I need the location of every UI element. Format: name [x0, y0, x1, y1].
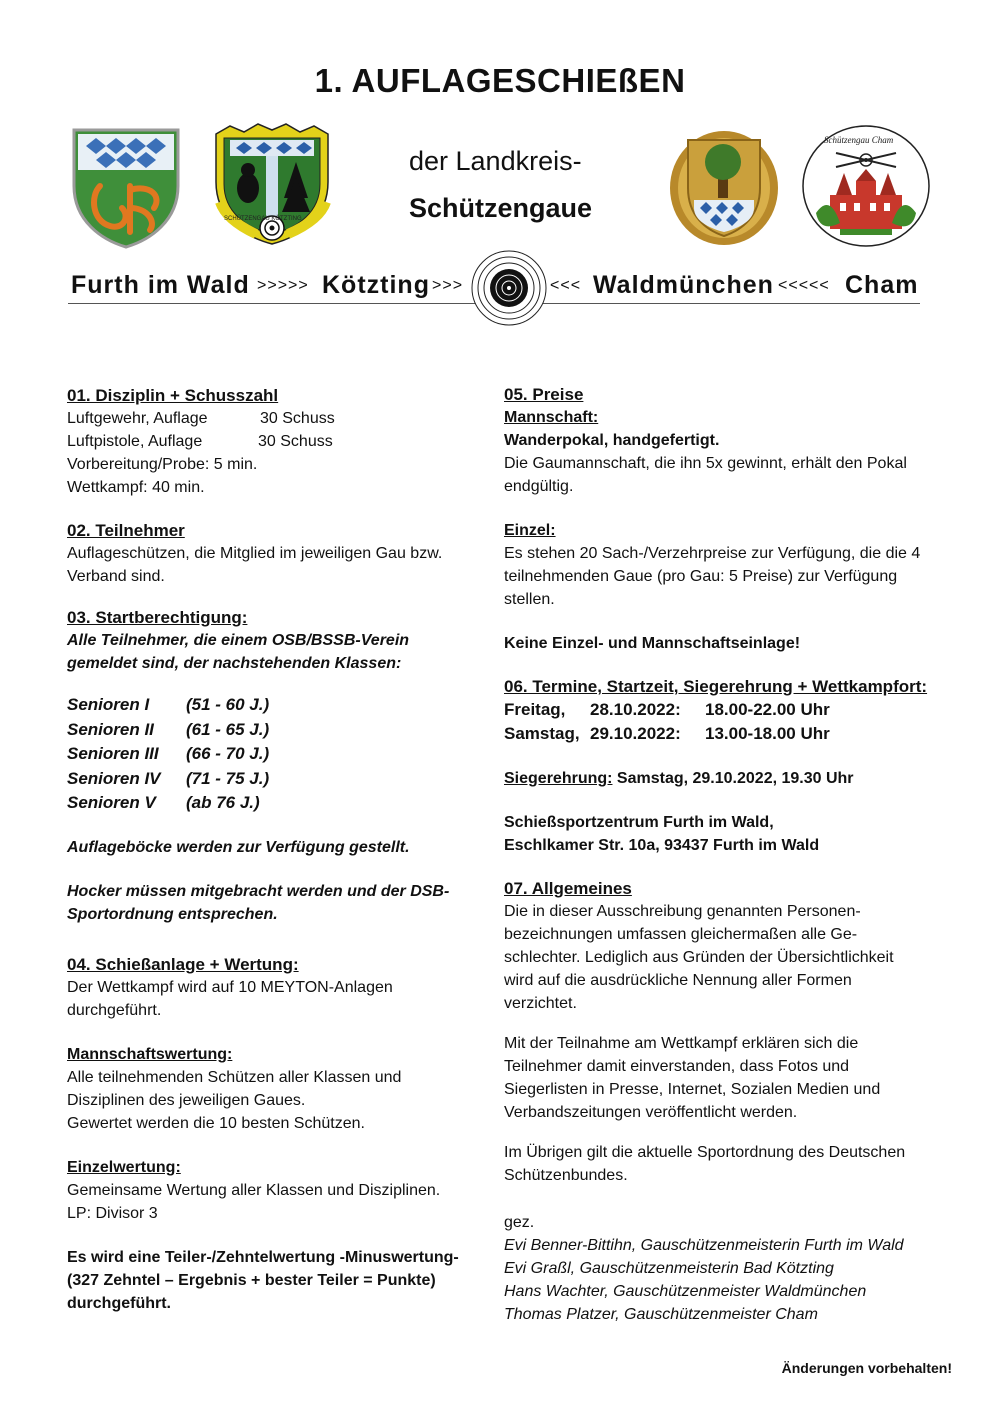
general-p1-line: schlechter. Lediglich aus Gründen der Übersichtlichkeit: [504, 949, 894, 966]
subtitle-line2: Schützengaue: [409, 193, 593, 223]
s04-line1: Der Wettkampf wird auf 10 MEYTON-Anlagen: [67, 978, 393, 996]
signature-line: Hans Wachter, Gauschützenmeister Waldmünchen: [504, 1283, 867, 1300]
s03-line2: gemeldet sind, der nachstehenden Klassen:: [67, 655, 402, 672]
gez-label: gez.: [504, 1214, 535, 1231]
lg-value: 30 Schuss: [260, 410, 335, 427]
prize-single-heading: Einzel:: [504, 522, 556, 539]
route-arrows-4: <<<<<: [778, 277, 830, 294]
s03-line1: Alle Teilnehmer, die einem OSB/BSSB-Verein: [67, 632, 410, 649]
route-arrows-3: <<<: [550, 277, 582, 294]
subtitle-line1: der Landkreis-: [409, 146, 582, 176]
target-icon: [470, 249, 548, 327]
prize-note: Keine Einzel- und Mannschaftseinlage!: [504, 635, 801, 652]
class-row: Senioren III (66 - 70 J.): [67, 744, 270, 763]
signature-line: Evi Benner-Bittihn, Gauschützenmeisterin Furth im Wald: [504, 1237, 904, 1254]
general-p2-line: Verbandszeitungen veröffentlicht werden.: [504, 1104, 798, 1121]
general-p2-line: Teilnehmer damit einverstanden, dass Fotos und: [504, 1058, 850, 1075]
waldmuenchen-crest-logo: [666, 128, 782, 248]
date-row: Samstag, 29.10.2022: 13.00-18.00 Uhr: [504, 724, 830, 743]
left-column: [67, 385, 477, 1315]
single-scoring-line2: LP: Divisor 3: [67, 1204, 158, 1222]
venue-line1: Schießsportzentrum Furth im Wald,: [504, 814, 774, 831]
general-p1-line: bezeichnungen umfassen gleichermaßen alle Ge-: [504, 926, 858, 943]
koetzting-band-text: SCHÜTZENGAU KÖTZTING: [224, 216, 302, 222]
lp-value: 30 Schuss: [258, 433, 333, 450]
scoring-bold-line3: durchgeführt.: [67, 1294, 171, 1312]
prize-team-heading: Mannschaft:: [504, 409, 599, 426]
single-scoring-line1: Gemeinsame Wertung aller Klassen und Disziplinen.: [67, 1181, 441, 1199]
route-waldmuenchen: Waldmünchen: [593, 271, 774, 299]
cham-ring-text: Schützengau Cham: [824, 135, 894, 145]
section-05-heading: 05. Preise: [504, 385, 584, 404]
prep-time: Vorbereitung/Probe: 5 min.: [67, 456, 258, 473]
page-title: 1. AUFLAGESCHIEßEN: [314, 62, 686, 99]
venue-line2: Eschlkamer Str. 10a, 93437 Furth im Wald: [504, 837, 820, 854]
section-07-heading: 07. Allgemeines: [504, 879, 632, 898]
single-scoring-heading: Einzelwertung:: [67, 1158, 181, 1176]
prize-single-line2: teilnehmenden Gaue (pro Gau: 5 Preise) zur Verfügung: [504, 568, 898, 585]
general-p3-line: Im Übrigen gilt die aktuelle Sportordnung des Deutschen: [504, 1144, 906, 1161]
footer-note: Änderungen vorbehalten!: [781, 1360, 952, 1376]
section-04-heading: 04. Schießanlage + Wertung:: [67, 954, 299, 974]
lg-label: Luftgewehr, Auflage: [67, 410, 208, 427]
route-furth: Furth im Wald: [71, 271, 250, 299]
route-cham: Cham: [845, 271, 919, 299]
scoring-bold-line1: Es wird eine Teiler-/Zehntelwertung -Minuswertung-: [67, 1248, 459, 1266]
s03-note1: Auflageböcke werden zur Verfügung gestellt.: [67, 838, 410, 856]
general-p3-line: Schützenbundes.: [504, 1167, 628, 1184]
s03-note2-line1: Hocker müssen mitgebracht werden und der DSB-: [67, 882, 450, 900]
prize-single-line3: stellen.: [504, 591, 555, 608]
route-arrows-2: >>>: [432, 277, 464, 294]
ceremony-line: Siegerehrung: Samstag, 29.10.2022, 19.30 Uhr: [504, 770, 854, 787]
general-p2-line: Siegerlisten in Presse, Internet, Sozialen Medien und: [504, 1081, 881, 1098]
section-02-heading: 02. Teilnehmer: [67, 521, 185, 540]
route-koetzting: Kötzting: [322, 271, 430, 299]
s03-note2-line2: Sportordnung entsprechen.: [67, 905, 278, 923]
team-scoring-heading: Mannschaftswertung:: [67, 1045, 233, 1063]
s04-line2: durchgeführt.: [67, 1001, 162, 1019]
class-row: Senioren II (61 - 65 J.): [67, 719, 270, 739]
right-column: [504, 384, 964, 1326]
class-row: Senioren V (ab 76 J.): [67, 793, 260, 812]
signature-line: Evi Graßl, Gauschützenmeisterin Bad Kötzting: [504, 1260, 834, 1277]
team-scoring-line3: Gewertet werden die 10 besten Schützen.: [67, 1114, 365, 1132]
general-p2-line: Mit der Teilnahme am Wettkampf erklären sich die: [504, 1035, 859, 1052]
class-row: Senioren IV (71 - 75 J.): [67, 768, 270, 788]
signature-line: Thomas Platzer, Gauschützenmeister Cham: [504, 1306, 818, 1323]
s02-line1: Auflageschützen, die Mitglied im jeweiligen Gau bzw.: [67, 545, 443, 562]
team-scoring-line2: Disziplinen des jeweiligen Gaues.: [67, 1091, 306, 1109]
scoring-bold-line2: (327 Zehntel – Ergebnis + bester Teiler = Punkte): [67, 1271, 436, 1289]
koetzting-crest-logo: [210, 122, 334, 248]
prize-team-line1: Die Gaumannschaft, die ihn 5x gewinnt, erhält den Pokal: [504, 455, 907, 472]
team-scoring-line1: Alle teilnehmenden Schützen aller Klassen und: [67, 1068, 402, 1086]
general-p1-line: verzichtet.: [504, 995, 577, 1012]
section-06-heading: 06. Termine, Startzeit, Siegerehrung + Wettkampfort:: [504, 677, 928, 696]
s02-line2: Verband sind.: [67, 568, 165, 585]
prize-team-bold: Wanderpokal, handgefertigt.: [504, 432, 720, 449]
lp-label: Luftpistole, Auflage: [67, 433, 203, 450]
route-arrows-1: >>>>>: [257, 277, 309, 294]
prize-single-line1: Es stehen 20 Sach-/Verzehrpreise zur Verfügung, die die 4: [504, 545, 921, 562]
class-row: Senioren I (51 - 60 J.): [67, 695, 270, 714]
general-p1-line: wird auf die ausdrückliche Nennung aller Formen: [504, 972, 852, 989]
prize-team-line2: endgültig.: [504, 478, 574, 495]
section-03-heading: 03. Startberechtigung:: [67, 608, 248, 627]
date-row: Freitag, 28.10.2022: 18.00-22.00 Uhr: [504, 700, 830, 719]
furth-crest-logo: [70, 126, 182, 250]
section-01-heading: 01. Disziplin + Schusszahl: [67, 386, 279, 405]
comp-time: Wettkampf: 40 min.: [67, 479, 205, 496]
cham-badge-logo: [800, 123, 932, 249]
general-p1-line: Die in dieser Ausschreibung genannten Personen-: [504, 903, 861, 920]
